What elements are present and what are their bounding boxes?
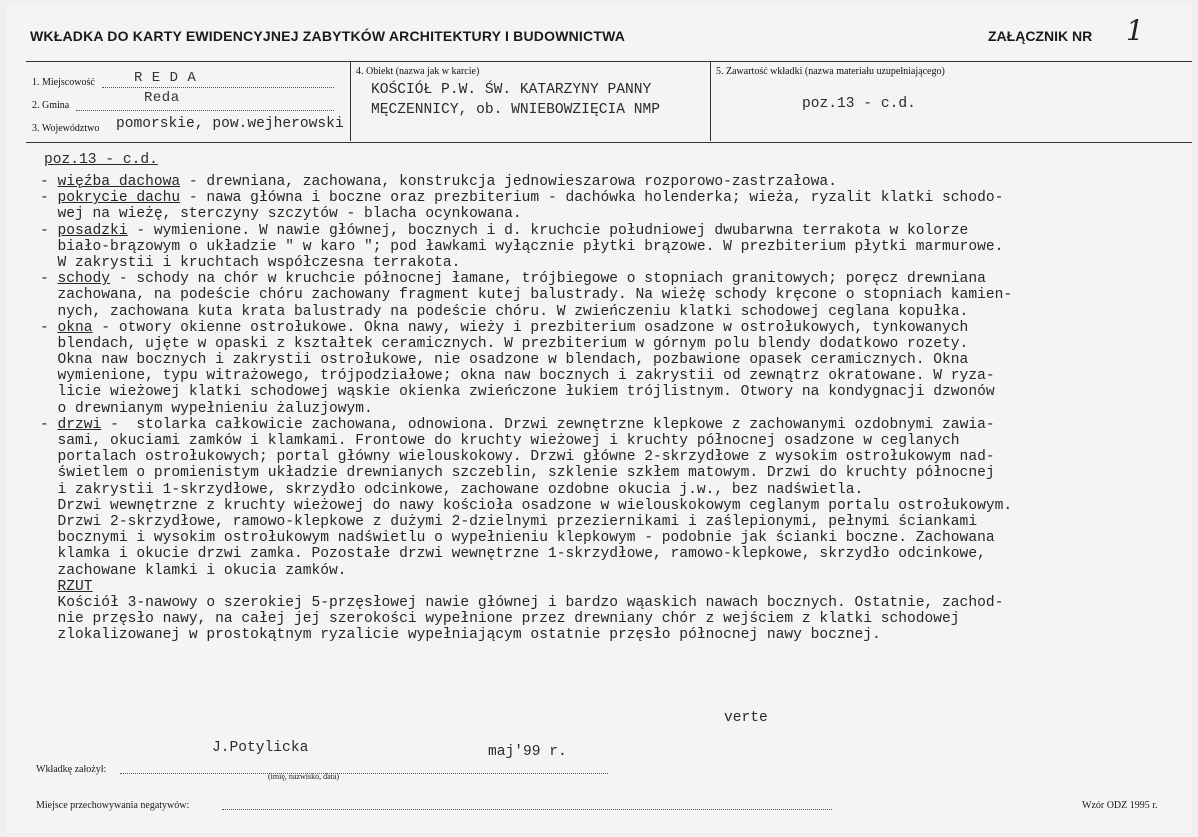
field-divider-2 bbox=[710, 61, 711, 141]
line-text: sami, okuciami zamków i klamkami. Frontowe do kruchty wieżowej i kruchty północnej osadzone w ceglanych bbox=[57, 433, 960, 449]
line-text: - otwory okienne ostrołukowe. Okna nawy, wieży i prezbiterium osadzone w ostrołukowych, tynkowanych bbox=[92, 319, 969, 336]
line-text: - stolarka całkowicie zachowana, odnowiona. Drzwi zewnętrzne klepkowe z zachowanymi ozdobnymi zawia- bbox=[101, 416, 995, 433]
line-prefix bbox=[40, 206, 58, 222]
body-line bbox=[40, 417, 1180, 433]
line-prefix bbox=[40, 368, 58, 384]
obiekt-value-line-1: KOŚCIÓŁ P.W. ŚW. KATARZYNY PANNY bbox=[371, 82, 652, 98]
line-text: wymienione, typu witrażowego, trójpodziałowe; okna naw bocznych i zakrystii od zewnątrz okratowane. W ryza- bbox=[57, 368, 995, 385]
miejscowosc-dots bbox=[102, 87, 334, 88]
miejscowosc-label: 1. Miejscowość bbox=[32, 77, 95, 88]
line-term: drzwi bbox=[57, 416, 102, 433]
line-prefix bbox=[40, 449, 58, 465]
body-line bbox=[40, 579, 1180, 595]
zawartosc-label: 5. Zawartość wkładki (nazwa materiału uzupełniającego) bbox=[716, 66, 945, 77]
body-text bbox=[40, 174, 1180, 643]
body-line bbox=[40, 271, 1180, 287]
line-term: więźba dachowa bbox=[57, 174, 181, 190]
line-prefix: - bbox=[40, 271, 58, 288]
body-line bbox=[40, 352, 1180, 368]
body-line bbox=[40, 174, 1180, 190]
body-line bbox=[40, 223, 1180, 239]
body-line bbox=[40, 482, 1180, 498]
line-text: bocznymi i wysokim ostrołukowym nadświetlu o wypełnieniu klepkowym - podobnie jak ścianki boczne. Zachowana bbox=[57, 530, 995, 547]
line-prefix bbox=[40, 384, 58, 400]
body-line bbox=[40, 206, 1180, 222]
line-text: zachowane klamki i okucia zamków. bbox=[57, 562, 347, 579]
body-line bbox=[40, 465, 1180, 481]
line-prefix bbox=[40, 530, 58, 546]
line-text: wej na wieżę, sterczyny szczytów - blacha ocynkowana. bbox=[57, 206, 522, 223]
line-prefix bbox=[40, 465, 58, 481]
line-prefix bbox=[40, 239, 58, 255]
line-prefix bbox=[40, 401, 58, 417]
line-prefix: - bbox=[40, 174, 58, 190]
body-line bbox=[40, 320, 1180, 336]
line-text: portalach ostrołukowych; portal główny wielouskokowy. Drzwi główne 2-skrzydłowe z wysokim ostrołukowym nad- bbox=[57, 449, 995, 466]
line-prefix bbox=[40, 498, 58, 514]
body-line bbox=[40, 563, 1180, 579]
line-term: pokrycie dachu bbox=[57, 190, 181, 207]
gmina-dots bbox=[76, 110, 334, 111]
zawartosc-value: poz.13 - c.d. bbox=[802, 96, 916, 112]
line-text: klamka i okucie drzwi zamka. Pozostałe drzwi wewnętrzne 1-skrzydłowe, ramowo-klepkowe, skrzydło odcinkowe, bbox=[57, 546, 986, 563]
body-line bbox=[40, 449, 1180, 465]
section-heading: poz.13 - c.d. bbox=[44, 152, 158, 168]
body-line bbox=[40, 546, 1180, 562]
author-label: Wkładkę założył: bbox=[36, 764, 107, 775]
verte-note: verte bbox=[724, 710, 768, 726]
line-prefix bbox=[40, 482, 58, 498]
body-line bbox=[40, 611, 1180, 627]
wojewodztwo-value: pomorskie, pow.wejherowski bbox=[116, 116, 344, 132]
line-text: nych, zachowana kuta krata balustrady na podeście chóru. W zwieńczeniu klatki schodowej ceglana kopułka. bbox=[57, 303, 969, 320]
gmina-label: 2. Gmina bbox=[32, 100, 70, 111]
body-line bbox=[40, 304, 1180, 320]
author-signature: J.Potylicka bbox=[212, 740, 309, 756]
line-prefix: - bbox=[40, 190, 58, 207]
line-prefix bbox=[40, 627, 58, 643]
body-line bbox=[40, 384, 1180, 400]
line-text: nie przęsło nawy, na całej jej szerokości wypełnione przez drewniany chór z wejściem z klatki schodowej bbox=[57, 611, 960, 628]
line-text: Okna naw bocznych i zakrystii ostrołukowe, nie osadzone w blendach, pozbawione opasek ceramicznych. Okna bbox=[57, 352, 969, 369]
line-text: - wymienione. W nawie głównej, bocznych i d. kruchcie południowej dwubarwna terrakota w kolorze bbox=[127, 222, 969, 239]
body-line bbox=[40, 498, 1180, 514]
line-prefix bbox=[40, 546, 58, 562]
line-text: W zakrystii i kruchtach współczesna terrakota. bbox=[57, 254, 461, 271]
author-sublabel: (imię, nazwisko, data) bbox=[268, 772, 340, 781]
body-line bbox=[40, 255, 1180, 271]
body-line bbox=[40, 239, 1180, 255]
line-text: i zakrystii 1-skrzydłowe, skrzydło odcinkowe, zachowane ozdobne okucia j.w., bez nadświetla. bbox=[57, 481, 864, 498]
line-prefix bbox=[40, 336, 58, 352]
line-text: Kościół 3-nawowy o szerokiej 5-przęsłowej nawie głównej i bardzo wąaskich nawach bocznych. Ostatnie, zachod- bbox=[57, 594, 1004, 611]
line-prefix bbox=[40, 611, 58, 627]
negatives-label: Miejsce przechowywania negatywów: bbox=[36, 800, 190, 811]
line-text: zachowana, na podeście chóru zachowany fragment kutej balustrady. Na wieżę schody kręcone o stopniach kamien- bbox=[57, 287, 1013, 304]
line-prefix: - bbox=[40, 319, 58, 336]
line-text: licie wieżowej klatki schodowej wąskie okienka zwieńczone łukiem trójlistnym. Otwory na kondygnacji dzwonów bbox=[57, 384, 995, 401]
line-prefix bbox=[40, 255, 58, 271]
body-line bbox=[40, 627, 1180, 643]
gmina-value: Reda bbox=[144, 90, 180, 106]
line-text: - drewniana, zachowana, konstrukcja jednowieszarowa rozporowo-zastrzałowa. bbox=[180, 174, 837, 190]
author-date: maj'99 r. bbox=[488, 744, 567, 760]
field-divider-1 bbox=[350, 61, 351, 141]
line-prefix bbox=[40, 595, 58, 611]
line-prefix bbox=[40, 563, 58, 579]
line-text: świetlem o promienistym układzie drewnianych szczeblin, szklenie szkłem matowym. Drzwi do kruchty północnej bbox=[57, 465, 995, 482]
line-term: RZUT bbox=[57, 578, 93, 595]
obiekt-value-line-2: MĘCZENNICY, ob. WNIEBOWZIĘCIA NMP bbox=[371, 102, 661, 118]
body-line bbox=[40, 433, 1180, 449]
line-text: o drewnianym wypełnieniu żaluzjowym. bbox=[57, 400, 373, 417]
line-prefix bbox=[40, 287, 58, 303]
line-text: Drzwi wewnętrzne z kruchty wieżowej do nawy kościoła osadzone w wielouskokowym ceglanym portalu ostrołukowym. bbox=[57, 497, 1013, 514]
body-line bbox=[40, 530, 1180, 546]
line-text: Drzwi 2-skrzydłowe, ramowo-klepkowe z dużymi 2-dzielnymi przeziernikami i zaślepionymi, pełnymi ściankami bbox=[57, 513, 978, 530]
miejscowosc-value: R E D A bbox=[134, 70, 197, 86]
line-prefix bbox=[40, 304, 58, 320]
line-text: - nawa główna i boczne oraz prezbiterium - dachówka holenderka; wieża, ryzalit klatki schodo- bbox=[180, 190, 1004, 207]
form-title: WKŁADKA DO KARTY EWIDENCYJNEJ ZABYTKÓW ARCHITEKTURY I BUDOWNICTWA bbox=[30, 28, 626, 44]
line-text: blendach, ujęte w opaski z kształtek ceramicznych. W prezbiterium w górnym polu blendy dodatkowo rozety. bbox=[57, 335, 969, 352]
line-prefix bbox=[40, 514, 58, 530]
annex-number: 1 bbox=[1126, 14, 1144, 47]
author-dots bbox=[120, 773, 608, 774]
annex-label: ZAŁĄCZNIK NR bbox=[988, 28, 1093, 44]
body-line bbox=[40, 514, 1180, 530]
body-line bbox=[40, 336, 1180, 352]
form-code: Wzór ODZ 1995 r. bbox=[1082, 800, 1158, 811]
line-prefix: - bbox=[40, 416, 58, 433]
body-line bbox=[40, 368, 1180, 384]
body-line bbox=[40, 190, 1180, 206]
obiekt-label: 4. Obiekt (nazwa jak w karcie) bbox=[356, 66, 480, 77]
wojewodztwo-label: 3. Województwo bbox=[32, 123, 100, 134]
body-line bbox=[40, 287, 1180, 303]
line-prefix: - bbox=[40, 222, 58, 239]
line-text: - schody na chór w kruchcie północnej łamane, trójbiegowe o stopniach granitowych; poręcz drewniana bbox=[110, 271, 986, 288]
negatives-dots bbox=[222, 809, 832, 810]
body-line bbox=[40, 595, 1180, 611]
line-prefix bbox=[40, 433, 58, 449]
line-term: schody bbox=[57, 271, 111, 288]
line-prefix bbox=[40, 352, 58, 368]
line-text: biało-brązowym o układzie " w karo "; pod ławkami wyłącznie płytki brązowe. W prezbiterium płytki marmurowe. bbox=[57, 238, 1004, 255]
line-prefix bbox=[40, 579, 58, 595]
line-term: posadzki bbox=[57, 222, 128, 239]
body-line bbox=[40, 401, 1180, 417]
line-term: okna bbox=[57, 319, 93, 336]
line-text: zlokalizowanej w prostokątnym ryzalicie wypełniającym ostatnie przęsło północnej nawy bocznej. bbox=[57, 627, 881, 644]
